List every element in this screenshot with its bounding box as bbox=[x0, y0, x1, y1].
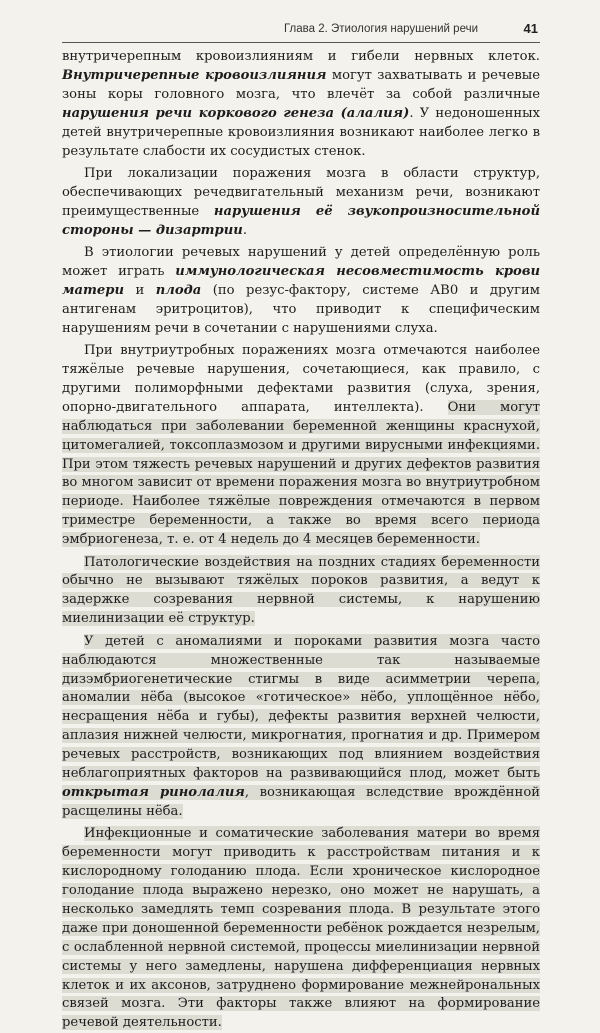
paragraph-p2 bbox=[62, 165, 540, 241]
text-run: иммунологическая несовместимость крови матери bbox=[62, 263, 540, 298]
text-run: При внутриутробных поражениях мозга отмечаются наиболее тяжёлые речевые нарушения, сочетающиеся, как правило, с другими полиморфными дефектами развития (слуха, зрения, опорно-двигательного аппарата, интеллекта). bbox=[62, 343, 540, 415]
text-run: Патологические воздействия на поздних стадиях беременности обычно не вызывают тяжёлых пороков развития, а ведут к задержке созревания нервной системы, к нарушению миелинизации её структур. bbox=[62, 554, 540, 627]
text-run: У детей с аномалиями и пороками развития мозга часто наблюдаются множественные так называемые дизэмбриогенетические стигмы в виде асимметрии черепа, аномалии нёба (высокое «готическое» нёбо, уплощённое нёбо, несращения нёба и губы), дефекты развития верхней челюсти, аплазия нижней челюсти, микрогнатия, прогнатия и др. Примером речевых расстройств, возникающих под влиянием воздействия неблагоприятных факторов на развивающийся плод, может быть bbox=[62, 633, 540, 782]
text-run: нарушения речи коркового генеза (алалия) bbox=[62, 105, 410, 121]
text-run: открытая ринолалия bbox=[62, 784, 245, 800]
paragraph-p6 bbox=[62, 633, 540, 822]
text-run: В этиологии речевых нарушений у детей определённую роль может играть bbox=[62, 245, 540, 279]
running-header bbox=[62, 20, 540, 43]
text-run: Инфекционные и соматические заболевания матери во время беременности могут приводить к расстройствам питания и к кислородному голоданию плода. Если хроническое кислородное голодание плода выражено нерезко, оно может не нарушать, а несколько замедлять темп созревания плода. В результате этого даже при доношенной беременности ребёнок рождается незрелым, с ослабленной нервной системой, процессы миелинизации нервной системы у него замедлены, нарушена дифференциация нервных клеток и их аксонов, затруднено формирование межнейрональных связей мозга. Эти факторы также влияют на формирование речевой деятельности. bbox=[62, 826, 540, 1031]
text-run: Внутричерепные кровоизлияния bbox=[62, 67, 327, 83]
text-run: , возникающая вследствие врождённой расщелины нёба. bbox=[62, 784, 540, 819]
paragraph-p5 bbox=[62, 554, 540, 630]
paragraph-p1 bbox=[62, 48, 540, 161]
text-run: внутричерепным кровоизлияниям и гибели нервных клеток. bbox=[62, 49, 540, 64]
text-run: плода bbox=[155, 282, 202, 298]
text-run: нарушения её звукопроизносительной стороны — дизартрии bbox=[62, 203, 540, 238]
text-run: . bbox=[242, 222, 248, 238]
chapter-title: Глава 2. Этиология нарушений речи bbox=[283, 23, 478, 35]
text-run: и bbox=[124, 282, 156, 298]
text-run: . У недоношенных детей внутричерепные кровоизлияния возникают наиболее легко в результате слабости их сосудистых стенок. bbox=[62, 105, 540, 159]
paragraph-p7 bbox=[62, 825, 540, 1033]
paragraph-p4 bbox=[62, 342, 540, 550]
text-run: (по резус-фактору, системе АВ0 и другим антигенам эритроцитов), что приводит к специфическим нарушениям речи в сочетании с нарушениями слуха. bbox=[62, 282, 540, 336]
page-number: 41 bbox=[523, 21, 538, 36]
text-run: При локализации поражения мозга в области структур, обеспечивающих речедвигательный механизм речи, возникают преимущественные bbox=[62, 165, 540, 219]
text-run: могут захватывать и речевые зоны коры головного мозга, что влечёт за собой различные bbox=[62, 67, 540, 102]
page-body bbox=[62, 48, 540, 1033]
paragraph-p3 bbox=[62, 244, 540, 339]
text-run: Они могут наблюдаться при заболевании беременной женщины краснухой, цитомегалией, токсоплазмозом и другими вирусными инфекциями. При этом тяжесть речевых нарушений и других дефектов развития во многом зависит от времени поражения мозга во внутриутробном периоде. Наиболее тяжёлые повреждения отмечаются в первом триместре беременности, а также во время всего периода эмбриогенеза, т. е. от 4 недель до 4 месяцев беременности. bbox=[62, 399, 540, 548]
